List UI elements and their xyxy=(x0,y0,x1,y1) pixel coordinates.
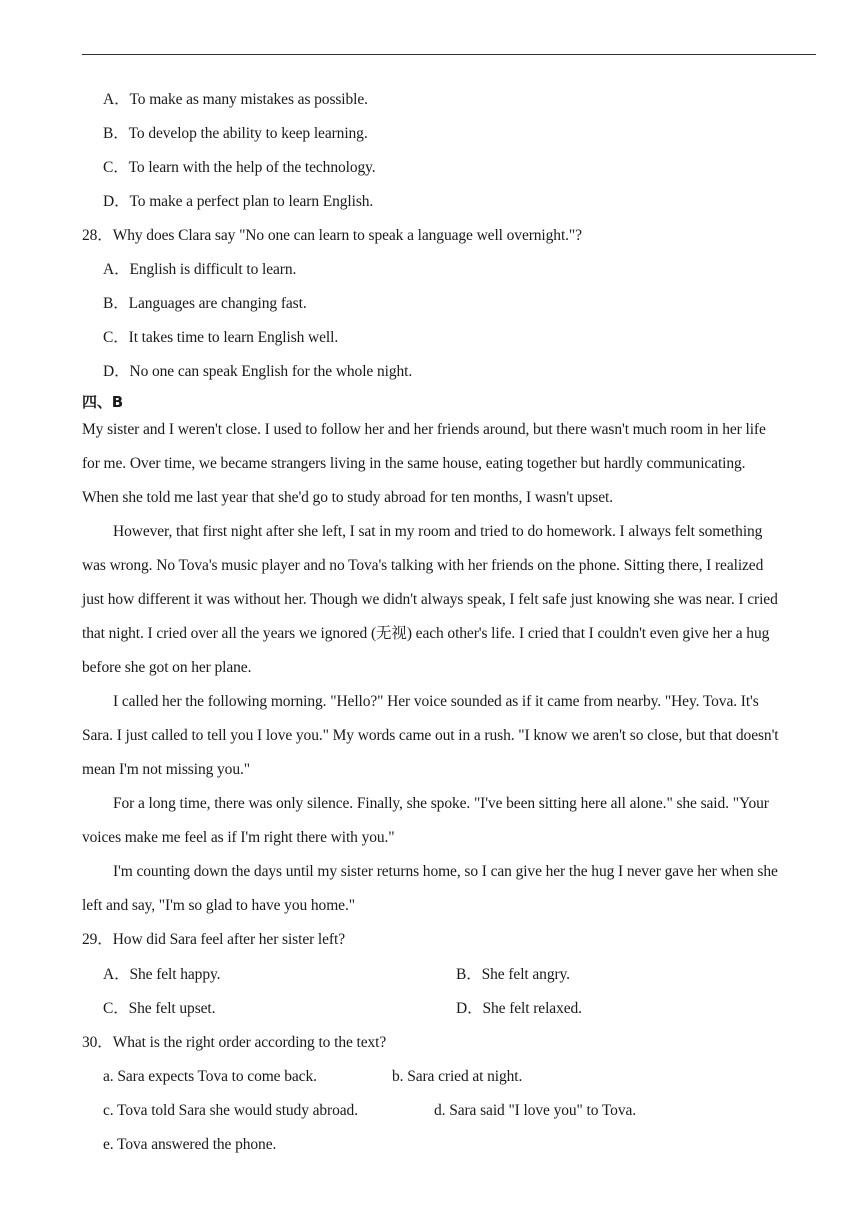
passage-line: before she got on her plane. xyxy=(82,659,252,676)
q28-option-a[interactable]: A．English is difficult to learn. xyxy=(103,261,297,278)
section-heading: 四、B xyxy=(82,393,124,411)
q30-event-c: c. Tova told Sara she would study abroad. xyxy=(103,1102,358,1119)
q29-option-a[interactable]: A．She felt happy. xyxy=(103,966,221,983)
passage-line: I called her the following morning. "Hello?" Her voice sounded as if it came from nearby. "Hey. Tova. It's xyxy=(113,693,759,710)
q30-question: 30．What is the right order according to the text? xyxy=(82,1034,387,1051)
q30-event-e: e. Tova answered the phone. xyxy=(103,1136,277,1153)
passage-line: that night. I cried over all the years we ignored (无视) each other's life. I cried that I couldn't even give her a hug xyxy=(82,625,770,642)
q29-option-c[interactable]: C．She felt upset. xyxy=(103,1000,216,1017)
q30-event-b: b. Sara cried at night. xyxy=(392,1068,523,1085)
passage-line: For a long time, there was only silence. Finally, she spoke. "I've been sitting here all alone." she said. "Your xyxy=(113,795,769,812)
passage-line: for me. Over time, we became strangers living in the same house, eating together but hardly communicating. xyxy=(82,455,746,472)
passage-line: just how different it was without her. Though we didn't always speak, I felt safe just knowing she was near. I cried xyxy=(82,591,778,608)
passage-line: left and say, "I'm so glad to have you home." xyxy=(82,897,355,914)
header-rule xyxy=(82,54,816,55)
passage-line: My sister and I weren't close. I used to follow her and her friends around, but there wasn't much room in her life xyxy=(82,421,766,438)
q28-option-c[interactable]: C．It takes time to learn English well. xyxy=(103,329,339,346)
passage-line: However, that first night after she left, I sat in my room and tried to do homework. I always felt something xyxy=(113,523,763,540)
q27-option-b[interactable]: B．To develop the ability to keep learning. xyxy=(103,125,368,142)
q30-event-a: a. Sara expects Tova to come back. xyxy=(103,1068,317,1085)
q27-option-a[interactable]: A．To make as many mistakes as possible. xyxy=(103,91,368,108)
q27-option-c[interactable]: C．To learn with the help of the technology. xyxy=(103,159,376,176)
q29-option-b[interactable]: B．She felt angry. xyxy=(456,966,570,983)
q28-option-b[interactable]: B．Languages are changing fast. xyxy=(103,295,307,312)
q29-question: 29．How did Sara feel after her sister left? xyxy=(82,931,345,948)
q30-event-d: d. Sara said "I love you" to Tova. xyxy=(434,1102,637,1119)
q29-option-d[interactable]: D．She felt relaxed. xyxy=(456,1000,582,1017)
passage-line: When she told me last year that she'd go to study abroad for ten months, I wasn't upset. xyxy=(82,489,613,506)
passage-line: mean I'm not missing you." xyxy=(82,761,250,778)
q28-question: 28．Why does Clara say "No one can learn to speak a language well overnight."? xyxy=(82,227,582,244)
passage-line: voices make me feel as if I'm right there with you." xyxy=(82,829,395,846)
passage-line: Sara. I just called to tell you I love you." My words came out in a rush. "I know we aren't so close, but that doesn't xyxy=(82,727,779,744)
q28-option-d[interactable]: D．No one can speak English for the whole night. xyxy=(103,363,413,380)
passage-line: was wrong. No Tova's music player and no Tova's talking with her friends on the phone. Sitting there, I realized xyxy=(82,557,764,574)
passage-line: I'm counting down the days until my sister returns home, so I can give her the hug I never gave her when she xyxy=(113,863,778,880)
q27-option-d[interactable]: D．To make a perfect plan to learn English. xyxy=(103,193,374,210)
